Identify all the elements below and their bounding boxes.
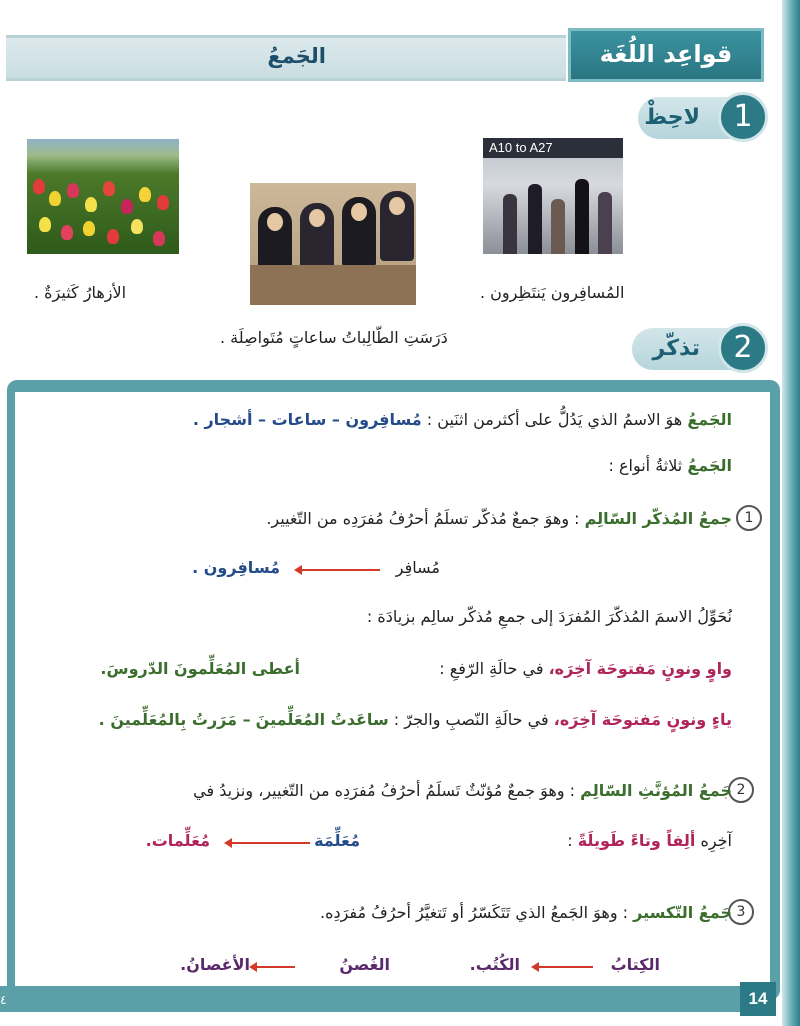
item-1-plural: مُسافِرون . [192, 558, 280, 577]
section-2-label: تذكّر [652, 336, 700, 361]
item-3-arrow-2-icon [255, 966, 295, 968]
definition-examples: مُسافِرون – ساعات – أشجار . [192, 410, 422, 429]
item-2-term: جَمعُ المُؤنَّثِ السّالِم [580, 781, 732, 800]
page-number: 14 [740, 982, 776, 1016]
raf-case: في حالَةِ الرّفعِ : [439, 659, 544, 678]
item-3-text: : وهوَ الجَمعُ الذي تَتَكَسّرُ أو تَتغيَّرُ أحرُفُ مُفرَدِه. [320, 903, 629, 922]
section-title-banner [568, 28, 764, 82]
definition-term: الجَمعُ [687, 410, 732, 429]
item-1-text: : وهوَ جمعٌ مُذكّر تسلَمُ أحرُفُ مُفرَدِه من التّغيير. [266, 509, 580, 528]
nasb-case: في حالَةِ النّصبِ والجرّ : [393, 710, 549, 729]
item-2-number: 2 [728, 777, 754, 803]
raf-example: أعطى المُعَلِّمونَ الدّروسَ. [100, 659, 300, 678]
item-1-line [266, 509, 732, 528]
types-line [608, 456, 732, 475]
item-2-add: ألِفاً وتاءً طَويلَةً [577, 831, 696, 850]
nasb-term: ياءٍ ونونٍ مَفتوحَة آخِرَه، [553, 710, 732, 729]
raf-line [439, 659, 732, 678]
item-2-plural: مُعَلِّمات. [145, 831, 210, 850]
section-2-heading [632, 328, 762, 370]
item-2-line [193, 781, 732, 800]
item-2-text: : وهوَ جمعٌ مُؤنّثٌ تَسلَمُ أحرُفُ مُفرَدِه من التّغيير، ونزيدُ في [193, 781, 576, 800]
rule-box [15, 392, 770, 990]
lesson-title-banner [6, 35, 566, 81]
students-caption: دَرَسَتِ الطّالِباتُ ساعاتٍ مُتَواصِلَة . [220, 328, 448, 347]
section-1-label: لاحِظْ [644, 105, 700, 130]
item-3-term: جَمعُ التّكسير [633, 903, 732, 922]
airport-caption: المُسافِرون يَنتَظِرون . [480, 283, 625, 302]
lesson-title: الجَمعُ [267, 44, 326, 68]
item-2-text-2: آخِرِه [700, 831, 732, 850]
item-3-line [320, 903, 732, 922]
types-text: ثلاثةُ أنواع : [608, 456, 683, 475]
item-1-rule: نُحَوِّلُ الاسمَ المُذكّرَ المُفرَدَ إلى جمعِ مُذكّر سالِم بزيادَة : [366, 607, 732, 626]
airport-photo [483, 138, 623, 254]
definition-text: هوَ الاسمُ الذي يَدُلُّ على أكثرمن اثنَين : [426, 410, 683, 429]
airport-gate-sign: A10 to A27 [483, 138, 623, 158]
nasb-line [99, 710, 732, 729]
section-1-number: 1 [718, 92, 768, 142]
item-3-pair1-singular: الكِتابُ [610, 955, 660, 974]
students-photo [250, 183, 416, 305]
page-number-left: ٤ [0, 993, 7, 1007]
item-3-pair1-plural: الكُتُب. [469, 955, 520, 974]
section-title: قواعِد اللُغَة [599, 40, 733, 68]
item-3-pair2-singular: الغُصنُ [339, 955, 390, 974]
definition-line [193, 410, 732, 429]
item-3-number: 3 [728, 899, 754, 925]
page-edge-decoration [782, 0, 800, 1026]
nasb-example-a: ساعَدتُ المُعَلِّمينَ [255, 710, 389, 729]
raf-term: واوٍ ونونٍ مَفتوحَة آخِرَه، [548, 659, 732, 678]
flowers-caption: الأزهارُ كَثيرَةٌ . [34, 283, 127, 302]
item-2-colon: : [567, 831, 573, 850]
tulips-photo [27, 139, 179, 254]
item-3-pair2-plural: الأغصانُ. [180, 955, 250, 974]
item-1-arrow-icon [300, 569, 380, 571]
item-2-line-2 [567, 831, 732, 850]
item-1-term: جمعُ المُذكّر السّالِم [584, 509, 732, 528]
section-1-heading [638, 97, 762, 139]
section-2-number: 2 [718, 323, 768, 373]
item-1-singular: مُسافِر [395, 558, 440, 577]
item-3-arrow-1-icon [537, 966, 593, 968]
item-1-number: 1 [736, 505, 762, 531]
footer-bar [0, 986, 740, 1012]
types-term: الجَمعُ [687, 456, 732, 475]
nasb-example-b: – مَرَرتُ بِالمُعَلِّمينَ . [98, 710, 251, 729]
item-2-arrow-icon [230, 842, 310, 844]
item-2-singular: مُعَلِّمَة [314, 831, 360, 850]
